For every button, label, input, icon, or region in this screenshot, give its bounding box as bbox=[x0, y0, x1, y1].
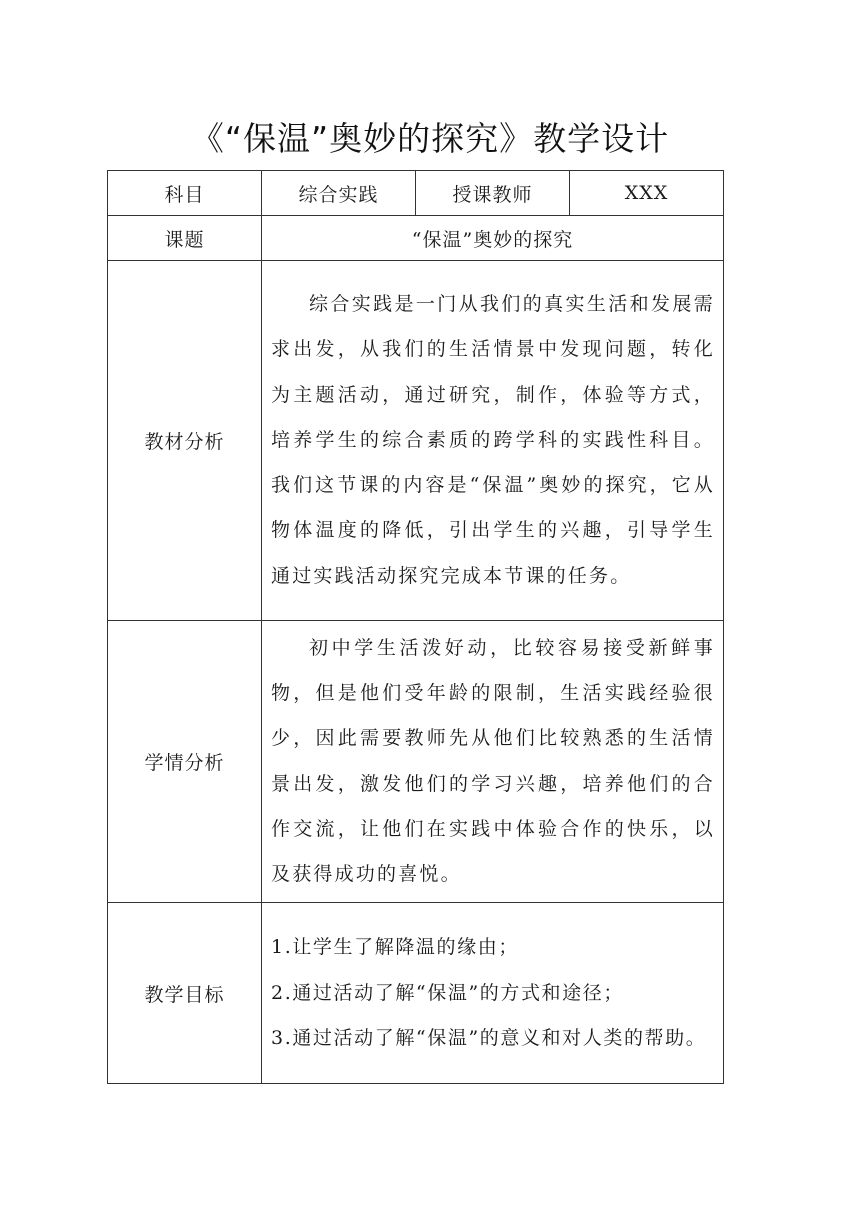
student-cell bbox=[262, 621, 724, 903]
table-row-topic bbox=[108, 216, 724, 261]
goals-cell bbox=[262, 903, 724, 1084]
topic-label: 课题 bbox=[108, 216, 262, 261]
goals-list bbox=[262, 920, 723, 1066]
table-row-teaching-goals bbox=[108, 903, 724, 1084]
teacher-label: 授课教师 bbox=[416, 171, 570, 216]
table-row-material-analysis bbox=[108, 261, 724, 621]
lesson-plan-table bbox=[107, 170, 724, 1084]
goals-label: 教学目标 bbox=[108, 903, 262, 1084]
subject-value: 综合实践 bbox=[262, 171, 416, 216]
material-cell bbox=[262, 261, 724, 621]
student-label: 学情分析 bbox=[108, 621, 262, 903]
goal-item-1: 1.让学生了解降温的缘由； bbox=[271, 936, 519, 959]
material-text: 综合实践是一门从我们的真实生活和发展需求出发，从我们的生活情景中发现问题，转化为主题活动，通过研究，制作，体验等方式，培养学生的综合素质的跨学科的实践性科目。我们这节课的内容是“保温”奥妙的探究，它从物体温度的降低，引出学生的兴趣，引导学生通过实践活动探究完成本节课的任务。 bbox=[271, 293, 715, 587]
topic-value: “保温”奥妙的探究 bbox=[262, 216, 724, 261]
student-text: 初中学生活泼好动，比较容易接受新鲜事物，但是他们受年龄的限制，生活实践经验很少，因此需要教师先从他们比较熟悉的生活情景出发，激发他们的学习兴趣，培养他们的合作交流，让他们在实践中体验合作的快乐，以及获得成功的喜悦。 bbox=[271, 637, 715, 886]
goal-item-2: 2.通过活动了解“保温”的方式和途径； bbox=[271, 981, 624, 1004]
subject-label: 科目 bbox=[108, 171, 262, 216]
table-row-student-analysis bbox=[108, 621, 724, 903]
goal-item-3: 3.通过活动了解“保温”的意义和对人类的帮助。 bbox=[271, 1026, 707, 1049]
material-label: 教材分析 bbox=[108, 261, 262, 621]
document-title: 《“保温”奥妙的探究》教学设计 bbox=[190, 119, 670, 158]
table-row-subject bbox=[108, 171, 724, 216]
teacher-value: XXX bbox=[570, 171, 724, 216]
